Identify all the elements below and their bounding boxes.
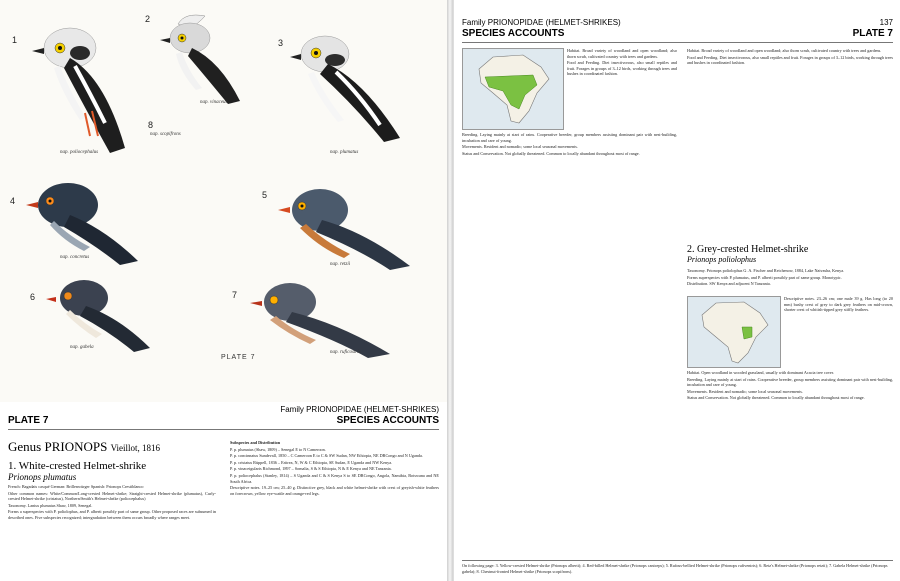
right-header-page-number: 137 (879, 18, 893, 27)
left-header-plate: PLATE 7 (8, 415, 49, 426)
paragraph: Movements. Resident and nomadic; some local seasonal movements. (687, 388, 803, 394)
paragraph: P. p. poliocephalus (Stanley, 1814) – S Uganda and C & S Kenya S to SE DRCongo, Angola, Namibia, Botswana and NE South Africa. (230, 472, 439, 484)
africa-map-icon (688, 297, 780, 367)
species-1-title: 1. White-crested Helmet-shrike (8, 460, 147, 472)
paragraph: Habitat. Broad variety of woodland and open woodland; also thorn scrub, cultivated country with trees and gardens. (687, 48, 882, 53)
right-page-header (462, 18, 893, 43)
paragraph: P. p. plumatus (Shaw, 1809) – Senegal E to N Cameroon. (230, 446, 326, 452)
species-2-scientific-name: Prionops poliolophus (687, 255, 757, 264)
bird-number-3: 3 (278, 38, 284, 48)
left-header-family: Family PRIONOPIDAE (HELMET-SHRIKES) (280, 405, 439, 414)
bird-illustration-3 (280, 20, 420, 150)
paragraph: P. p. concinnatus Sundevall, 1850 – C Cameroon E to C & SW Sudan, NW Ethiopia, NE DRCongo and N Uganda. (230, 453, 423, 459)
bird-number-7: 7 (232, 290, 238, 300)
distribution-map-2 (687, 296, 781, 368)
bird-label-4: nap. concretus (60, 255, 90, 260)
paragraph: Descriptive notes. 23–26 cm; one male 39 g. Has long (to 20 mm) bushy crest of grey to dark grey feathers on mid-crown, shorter crest of whitish-tipped grey stiffly feathers. (784, 296, 893, 313)
paragraph: Subspecies and Distribution (230, 440, 281, 445)
genus-name: Genus PRIONOPS (8, 439, 108, 454)
left-page-header (8, 403, 439, 430)
paragraph: Movements. Resident and nomadic; some local seasonal movements. (462, 144, 578, 150)
paragraph: Status and Conservation. Not globally threatened. Common to locally abundant throughout most of range. (687, 395, 865, 401)
paragraph: Habitat. Open woodland in wooded grassland, usually with dominant Acacia tree cover. (687, 370, 834, 375)
right-column-2-text (687, 370, 893, 556)
right-column-1-text (462, 132, 677, 556)
bird-number-2: 2 (145, 14, 151, 24)
right-column-2-top-text (687, 48, 893, 238)
species-2-title: 2. Grey-crested Helmet-shrike (687, 244, 809, 255)
paragraph: Habitat. Broad variety of woodland and open woodland; also thorn scrub, cultivated country with trees and gardens. (567, 48, 677, 59)
paragraph: P. p. vinaceigularis Richmond, 1897 – Somalia, S & S Ethiopia, N & E Kenya and NE Tanzania. (230, 466, 392, 472)
bird-plate-illustration (0, 0, 447, 402)
paragraph: Forms a superspecies with P. poliolophus, and P. alberti possibly part of same group. Other proposed races are subsumed in described ones. Five subspecies recognized; intergradation between them occurs broadly where ranges meet. (8, 509, 216, 520)
bird-illustration-7 (240, 270, 400, 365)
right-header-family: Family PRIONOPIDAE (HELMET-SHRIKES) (462, 18, 621, 27)
africa-map-icon (463, 49, 563, 129)
paragraph: Forms superspecies with P. plumatus, and P. alberti possibly part of same group. Monotypic. (687, 274, 842, 280)
bird-number-6: 6 (30, 292, 36, 302)
bird-label-1: nap. poliocephalus (60, 150, 99, 155)
right-header-plate: PLATE 7 (852, 28, 893, 39)
genus-heading (8, 439, 160, 455)
bird-label-7: nap. ruficostris (330, 350, 361, 355)
plate-caption: PLATE 7 (221, 354, 256, 361)
right-header-accounts: SPECIES ACCOUNTS (462, 28, 565, 39)
left-column-2-text (230, 440, 439, 576)
bird-number-5: 5 (262, 190, 268, 200)
paragraph: Descriptive notes. 19–25 cm; 25–40 g. Distinctive grey, black and white helmet-shrike with crest of greyish-white feathers on forecrown, yellow eye-wattle and orange-red legs. (230, 485, 439, 496)
bird-number-1: 1 (12, 35, 18, 45)
right-column-1-top-text (567, 48, 677, 128)
bird-label-5: nap. retzii (330, 262, 351, 267)
bird-label-3: nap. plumatus (330, 150, 359, 155)
paragraph: P. p. cristatus Rüppell, 1836 – Eritrea, N, W & C Ethiopia, SE Sudan, E Uganda and NW Kenya. (230, 459, 393, 465)
paragraph: Taxonomy. Lanius plumatus Shaw, 1809, Senegal. (8, 502, 93, 508)
paragraph: Breeding. Laying mainly at start of rains. Cooperative breeder, group members assisting dominant pair with nest-building, incubation and care of young. (687, 376, 893, 388)
species-1-scientific-name: Prionops plumatus (8, 472, 77, 482)
paragraph: Status and Conservation. Not globally threatened. Common to locally abundant throughout most of range. (462, 150, 640, 156)
bird-number-4: 4 (10, 196, 16, 206)
paragraph: Breeding. Laying mainly at start of rains. Cooperative breeder, group members assisting dominant pair with nest-building, incubation and care of young. (462, 132, 677, 143)
paragraph: Other common names: White/Common/Long-crested Helmet-shrike; Straight-crested Helmet-shrike (plumatus), Curly-crested Helmet-shrike (cristatus), Northern/Smith's Helmet-shrike (poliocephalus) (8, 490, 216, 502)
paragraph: French: Bagadais casqué German: Brillenwürger Spanish: Prionops Crestiblanco (8, 484, 144, 489)
species-2-taxonomy (687, 268, 893, 290)
bird-label-2: nap. vinaceus (200, 100, 228, 105)
paragraph: Food and Feeding. Diet insectivorous, also small reptiles and fruit. Forages in groups of 3–12 birds, working through trees and bushes in coordinated fashion. (567, 60, 677, 77)
bird-illustration-6 (40, 268, 160, 358)
bird-number-8: 8 (148, 120, 154, 130)
genus-author: Vieillot, 1816 (110, 443, 161, 453)
paragraph: Distribution. SW Kenya and adjacent N Tanzania. (687, 281, 771, 287)
left-column-1-text (8, 484, 216, 576)
distribution-map-1 (462, 48, 564, 130)
paragraph: Food and Feeding. Diet insectivorous, also small reptiles and fruit. Forages in groups of 3–12 birds, working through trees and bushes in coordinated fashion. (687, 54, 893, 66)
right-page (453, 0, 900, 581)
bird-label-6: nap. gabela (70, 345, 94, 350)
left-page (0, 0, 447, 581)
page-caption: On following page: 3. Yellow-crested Helmet-shrike (Prionops alberti); 4. Red-billed Helmet-shrike (Prionops caniceps); 5. Rufous-bellied Helmet-shrike (Prionops rufiventris); 6. Retz's Helmet-shrike (Prionops retzii); 7. Gabela Helmet-shrike (Prionops gabela); 8. Chestnut-fronted Helmet-shrike (Prionops scopifrons). (462, 560, 893, 574)
left-header-accounts: SPECIES ACCOUNTS (336, 415, 439, 426)
bird-label-8: nap. scopifrons (150, 132, 181, 137)
species-2-description (784, 296, 893, 366)
bird-illustration-1 (30, 18, 150, 168)
paragraph: Taxonomy. Prionops poliolophus G. A. Fischer and Reichenow, 1884, Lake Naivasha, Kenya. (687, 268, 845, 273)
